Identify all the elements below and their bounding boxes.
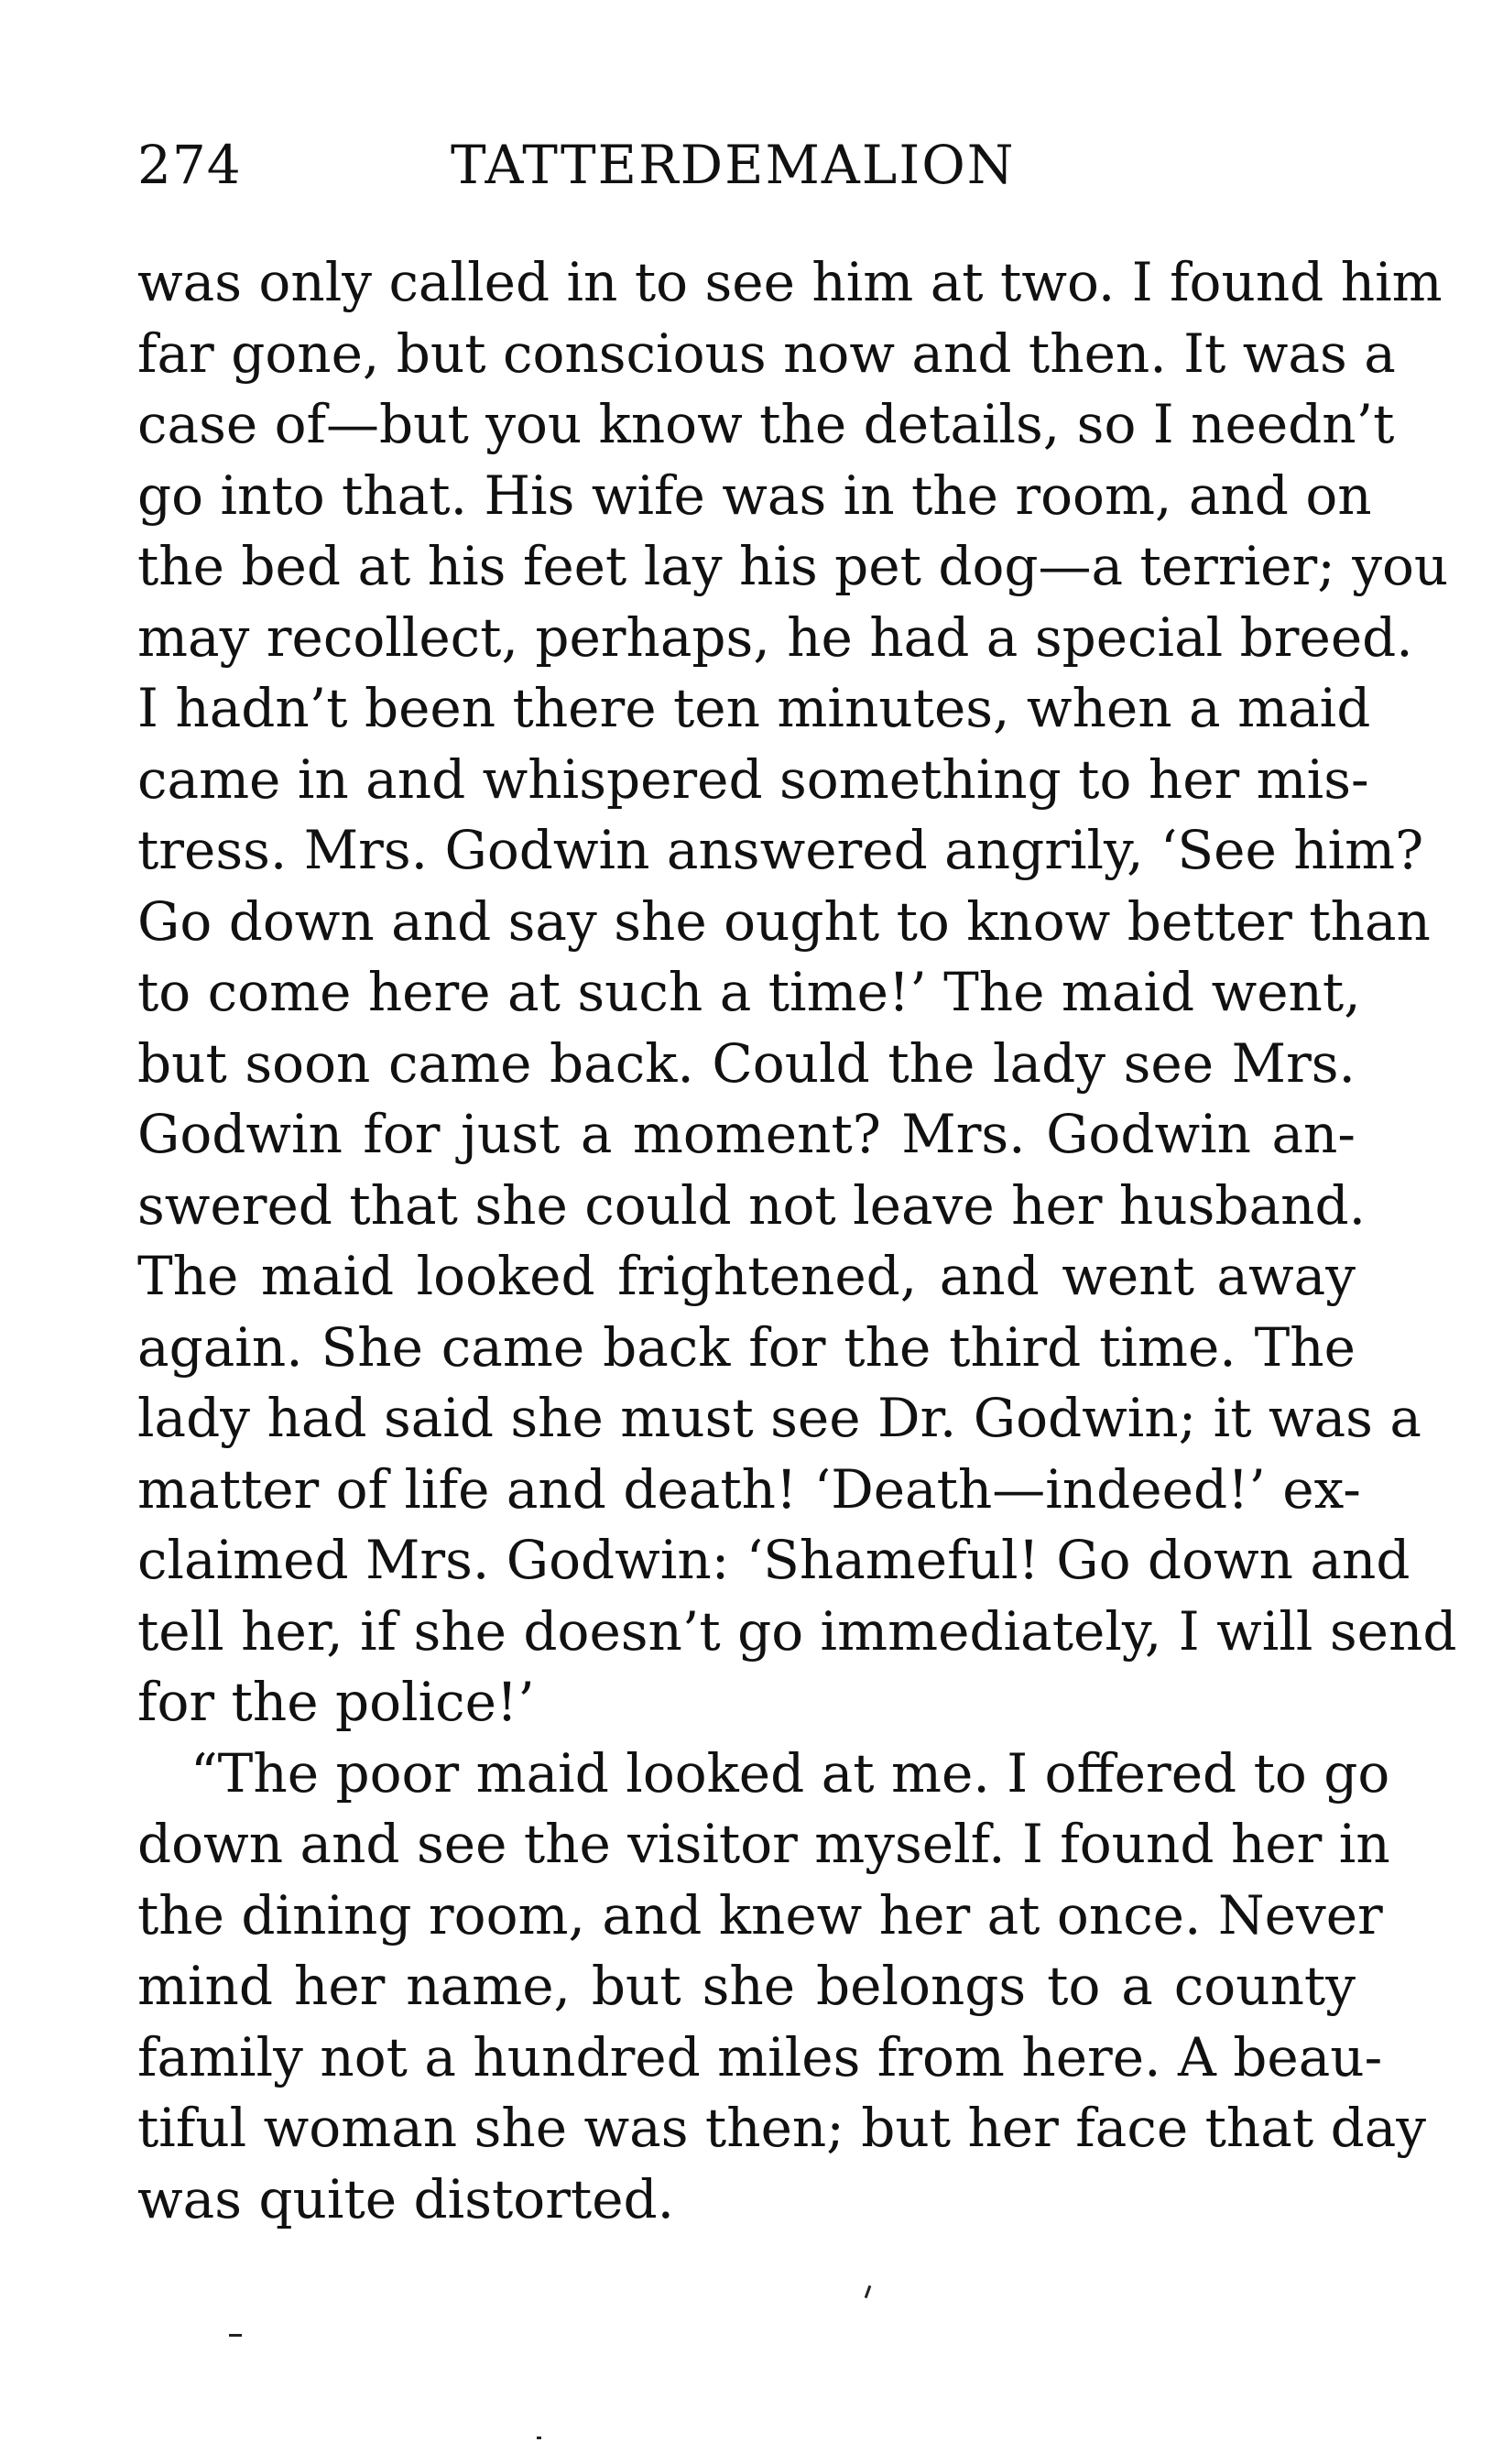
paragraph-start-line: “The poor maid looked at me. I offered to go xyxy=(191,1741,1390,1804)
text-line: the dining room, and knew her at once. Never xyxy=(137,1883,1383,1946)
text-line: Go down and say she ought to know better than xyxy=(137,889,1431,953)
text-line: lady had said she must see Dr. Godwin; it was a xyxy=(137,1387,1421,1449)
scan-speck xyxy=(229,2334,242,2337)
text-line: mind her name, but she belongs to a county xyxy=(137,1955,1356,2017)
text-line: far gone, but conscious now and then. It was a xyxy=(137,322,1396,385)
text-line: tiful woman she was then; but her face that day xyxy=(137,2097,1427,2159)
scan-speck xyxy=(865,2285,872,2298)
scan-speck xyxy=(537,2437,541,2439)
page-number: 274 xyxy=(137,134,242,196)
text-line: came in and whispered something to her mis- xyxy=(137,747,1369,811)
body-text xyxy=(137,247,1457,2235)
text-line: may recollect, perhaps, he had a special breed. xyxy=(137,605,1413,669)
text-line: down and see the visitor myself. I found her in xyxy=(137,1813,1390,1875)
text-line: tell her, if she doesn’t go immediately, I will send xyxy=(137,1599,1457,1663)
text-line: claimed Mrs. Godwin: ‘Shameful! Go down and xyxy=(137,1529,1410,1591)
text-line: The maid looked frightened, and went away xyxy=(137,1245,1356,1307)
text-line: again. She came back for the third time. The xyxy=(137,1315,1356,1379)
text-line: Godwin for just a moment? Mrs. Godwin an- xyxy=(137,1103,1356,1165)
text-line: go into that. His wife was in the room, and on xyxy=(137,463,1372,527)
text-line: but soon came back. Could the lady see Mrs. xyxy=(137,1031,1356,1095)
running-title: TATTERDEMALION xyxy=(451,134,1016,196)
text-line: family not a hundred miles from here. A beau- xyxy=(137,2025,1383,2088)
text-line: matter of life and death! ‘Death—indeed!’ ex- xyxy=(137,1457,1361,1521)
running-head xyxy=(137,128,1356,202)
text-line: I hadn’t been there ten minutes, when a maid xyxy=(137,677,1371,739)
text-line: to come here at such a time!’ The maid went, xyxy=(137,961,1361,1023)
paragraph-end-line: for the police!’ xyxy=(137,1671,535,1733)
paragraph-end-line: was quite distorted. xyxy=(137,2167,675,2230)
text-line: tress. Mrs. Godwin answered angrily, ‘See him? xyxy=(137,819,1424,881)
text-line: case of—but you know the details, so I needn’t xyxy=(137,393,1395,455)
text-line: the bed at his feet lay his pet dog—a terrier; you xyxy=(137,535,1449,597)
text-line: swered that she could not leave her husband. xyxy=(137,1173,1367,1237)
text-line: was only called in to see him at two. I found him xyxy=(137,251,1443,313)
